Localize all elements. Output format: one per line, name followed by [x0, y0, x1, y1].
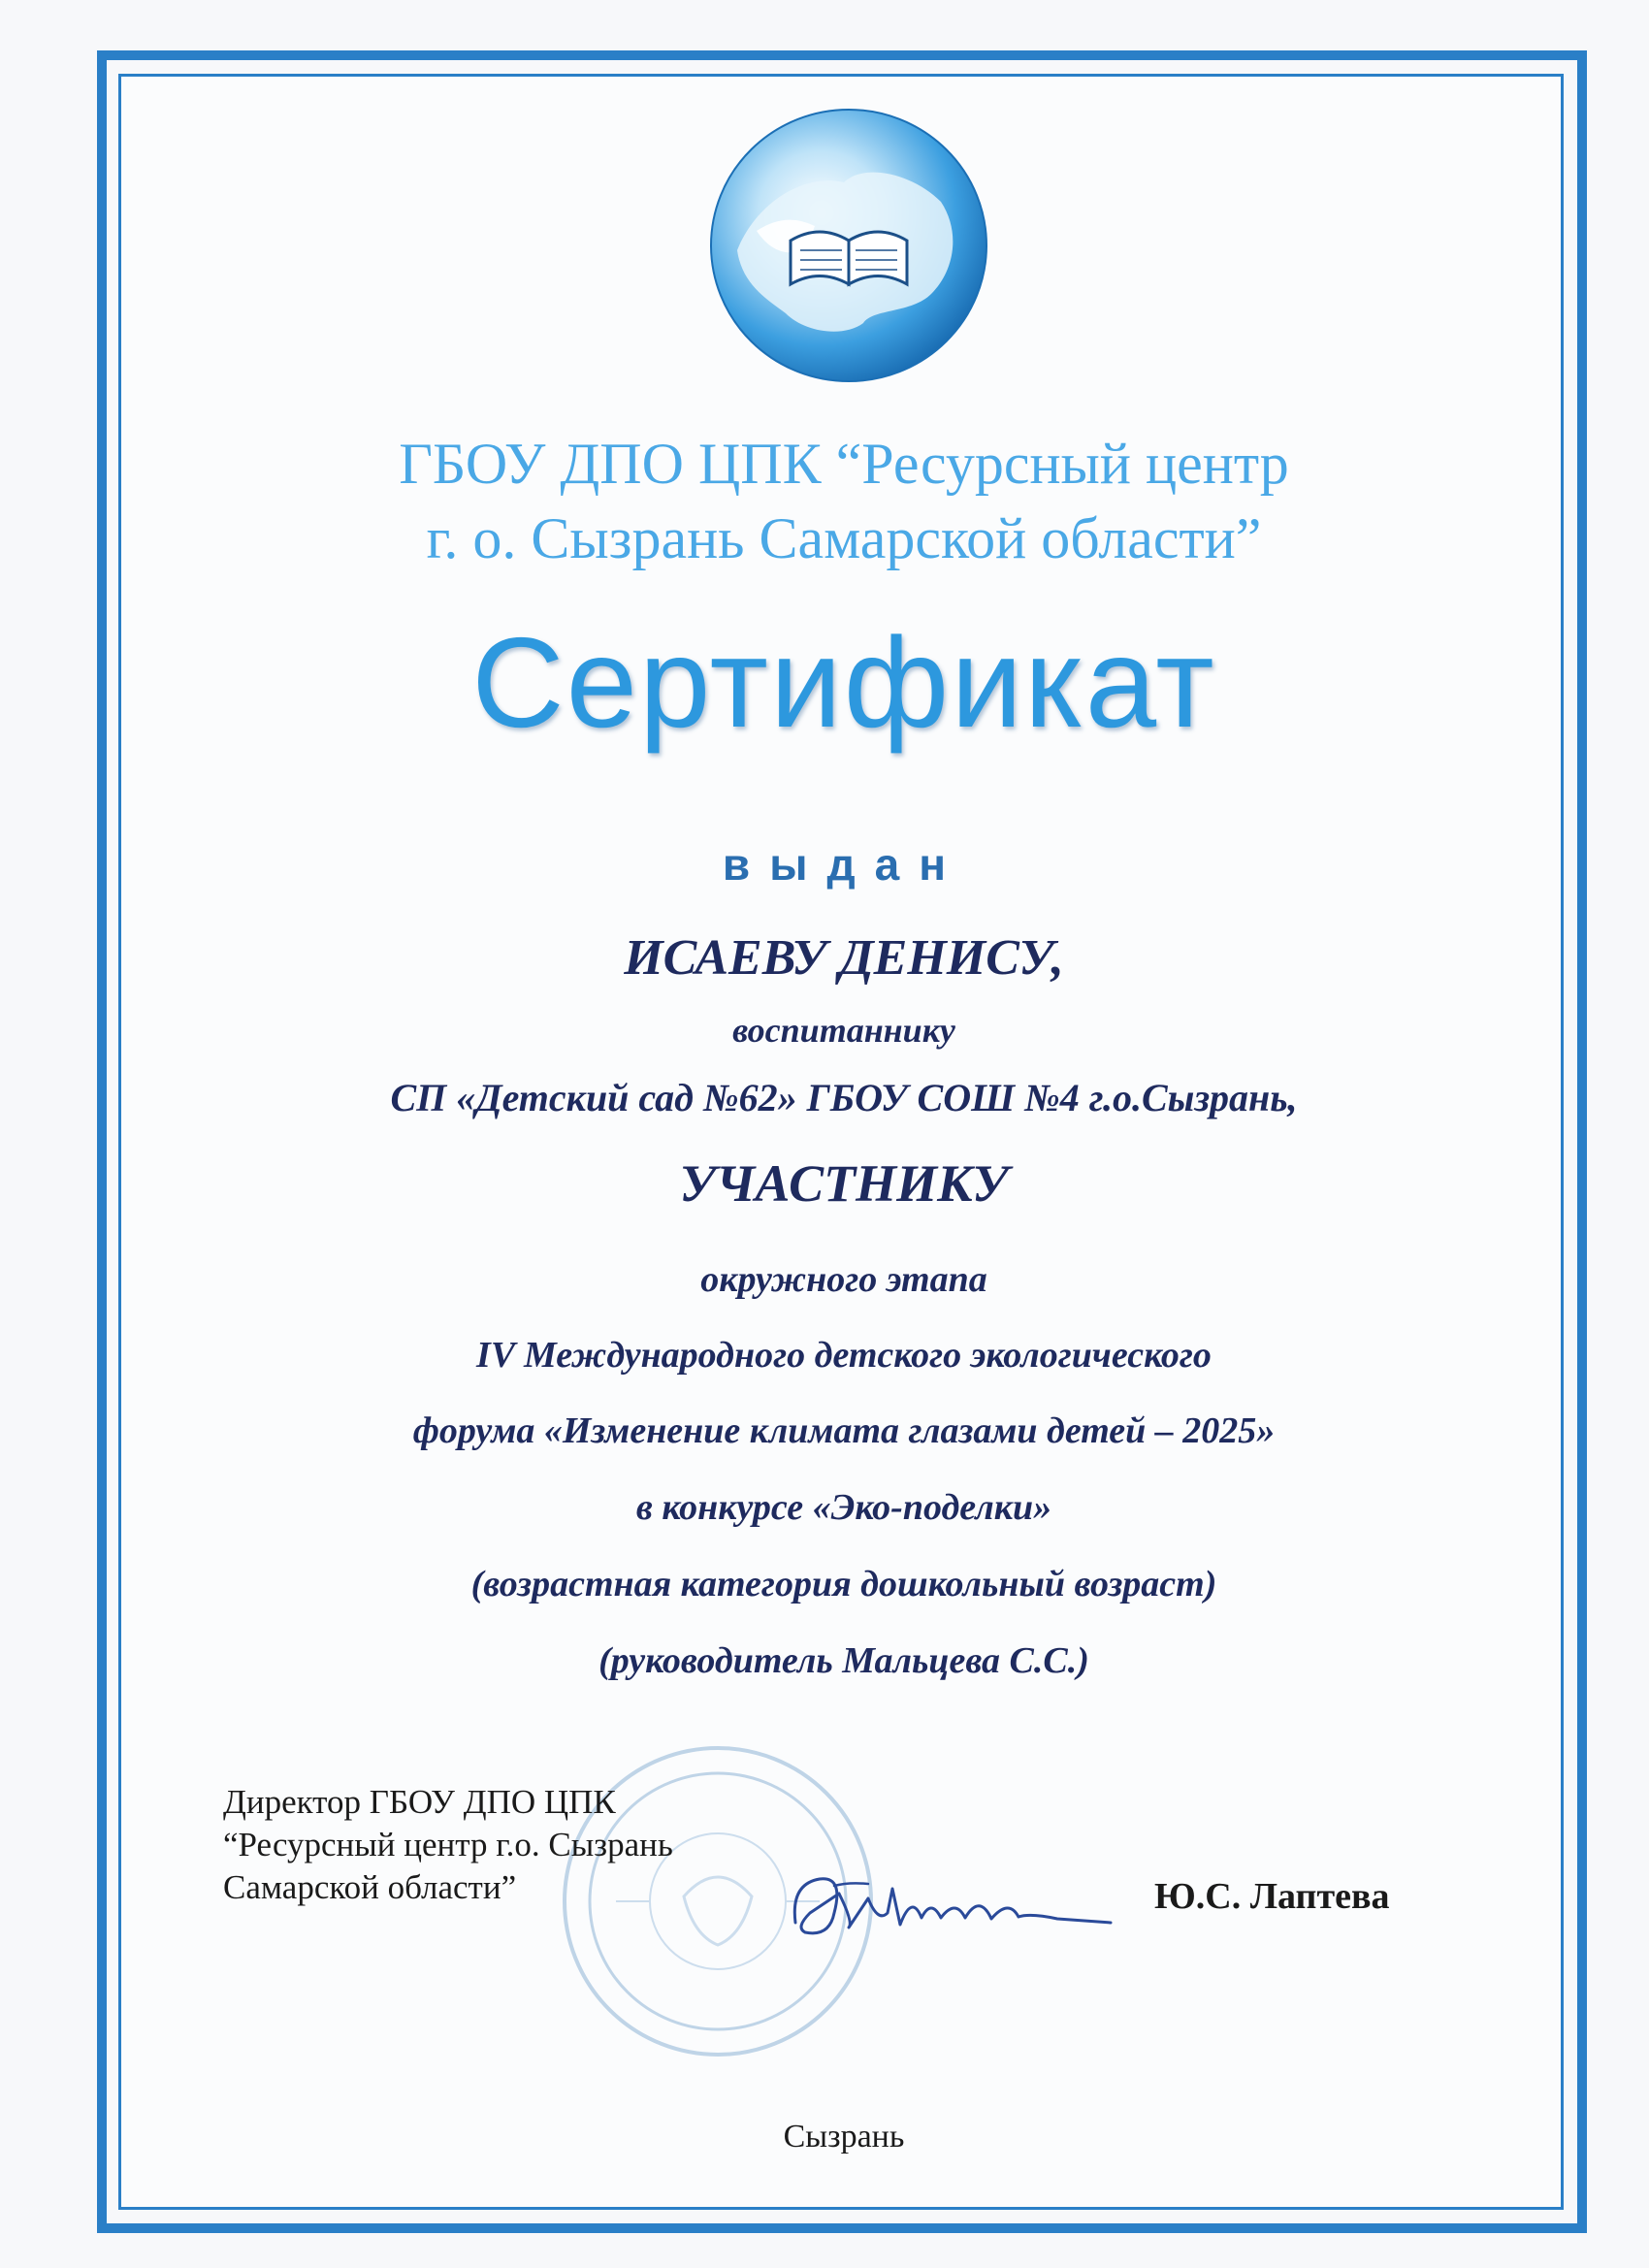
participation-status: УЧАСТНИКУ: [679, 1154, 1009, 1213]
detail-line: форума «Изменение климата глазами детей – 2025»: [412, 1410, 1276, 1451]
organization-line-1: ГБОУ ДПО ЦПК “Ресурсный центр: [399, 432, 1289, 496]
director-line-3: Самарской области”: [223, 1868, 517, 1906]
organization-line-2: г. о. Сызрань Самарской области”: [426, 506, 1262, 570]
detail-line: в конкурсе «Эко-поделки»: [635, 1487, 1052, 1528]
handwritten-signature: [776, 1855, 1125, 1961]
detail-line: IV Международного детского экологического: [476, 1335, 1212, 1376]
signer-name: Ю.С. Лаптева: [1154, 1876, 1390, 1917]
certificate-title: Сертификат: [471, 611, 1216, 754]
recipient-role: воспитаннику: [732, 1011, 955, 1050]
director-line-2: “Ресурсный центр г.о. Сызрань: [223, 1826, 673, 1863]
recipient-name: ИСАЕВУ ДЕНИСУ,: [624, 930, 1064, 986]
issued-label: выдан: [722, 839, 966, 890]
globe-book-icon: [698, 105, 999, 386]
detail-line: окружного этапа: [700, 1259, 987, 1300]
recipient-school: СП «Детский сад №62» ГБОУ СОШ №4 г.о.Сызрань,: [390, 1076, 1298, 1119]
detail-line: (руководитель Мальцева С.С.): [598, 1640, 1089, 1681]
director-title: [223, 1781, 673, 1909]
detail-line: (возрастная категория дошкольный возраст): [470, 1564, 1217, 1604]
city-footer: Сызрань: [783, 2119, 905, 2155]
director-line-1: Директор ГБОУ ДПО ЦПК: [223, 1783, 616, 1821]
